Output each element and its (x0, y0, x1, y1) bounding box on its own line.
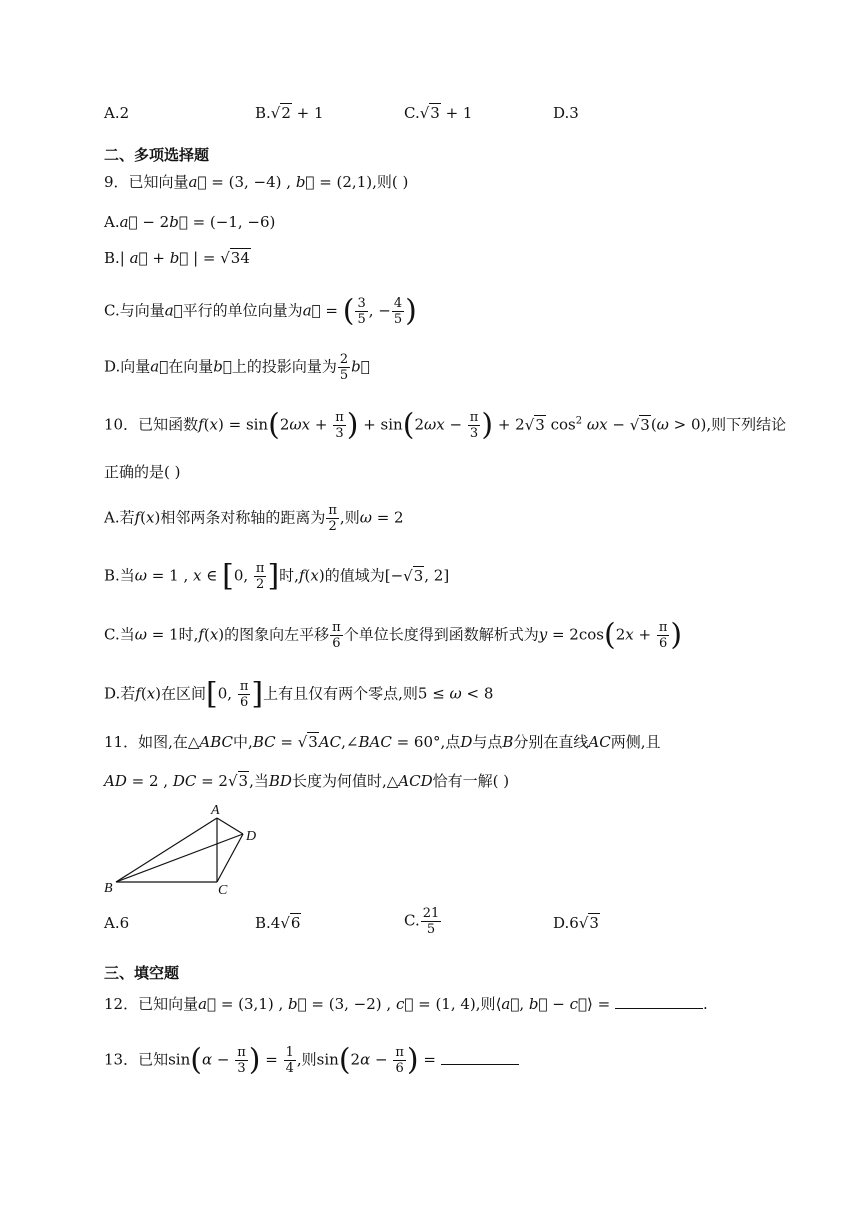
q10-stem: 10．已知函数f(x) = sin(2ωx + $\frac{\pi}{3}$ ) + sin(2ωx − $\frac{\pi}{3}$ ) + 2√3 $\cos^2 \omega x - √3(\omega > 0)$,则下列结论 (104, 407, 787, 443)
section-heading-multiple-choice: 二、多项选择题 (104, 146, 210, 164)
q8-option-b: B.√2 + 1 (255, 104, 324, 122)
q11-option-a: A.6 (104, 914, 130, 932)
figure-label-d: D (246, 829, 257, 844)
figure-label-b: B (104, 881, 113, 896)
q9-option-c: C.与向量a⃗平行的单位向量为a⃗ = ( $\frac{3}{5}$ , − $\frac{4}{5}$ ) (104, 293, 417, 329)
q11-option-b: B.4√6 (255, 914, 301, 932)
q9-option-d: D.向量a⃗在向量b⃗上的投影向量为 $\frac{2}{5}$ b⃗ (104, 352, 370, 383)
q11-triangle-figure (100, 800, 270, 900)
q9-option-b: B.| a⃗ + b⃗ | = √34 (104, 249, 250, 267)
q10-option-b: B.当ω = 1 , x ∈ [0, $\frac{\pi}{2}$ ]时,f(x)的值域为[−√3, 2] (104, 558, 450, 594)
q10-stem-line2: 正确的是( ) (104, 463, 181, 481)
q12-answer-blank[interactable] (615, 1008, 703, 1009)
q11-option-d: D.6√3 (553, 914, 599, 932)
q11-stem-line2: AD = 2 , DC = 2√3,当BD长度为何值时,△ACD恰有一解( ) (104, 772, 510, 790)
q8-option-a: A.2 (104, 104, 130, 122)
figure-label-a: A (211, 803, 220, 818)
q12-stem: 12．已知向量a⃗ = (3,1) , b⃗ = (3, −2) , c⃗ = (1, 4),则⟨a⃗, b⃗ − c⃗⟩ = . (104, 995, 708, 1013)
q13-stem: 13．已知sin(α − $\frac{\pi}{3}$ ) = $\frac{1}{4}$ ,则sin(2α − $\frac{\pi}{6}$ ) = (104, 1045, 519, 1076)
q10-option-c: C.当ω = 1时,f(x)的图象向左平移 $\frac{\pi}{6}$ 个单位长度得到函数解析式为y = 2cos(2x + $\frac{\pi}{6}$ ) (104, 617, 683, 653)
q10-option-a: A.若f(x)相邻两条对称轴的距离为 $\frac{\pi}{2}$ ,则ω = 2 (104, 503, 404, 534)
q9-stem: 9．已知向量a⃗ = (3, −4) , b⃗ = (2,1),则( ) (104, 173, 409, 191)
q8-option-d: D.3 (553, 104, 579, 122)
q13-answer-blank[interactable] (441, 1064, 519, 1065)
section-heading-fill-in: 三、填空题 (104, 964, 180, 982)
figure-label-c: C (218, 883, 228, 898)
q9-option-a: A.a⃗ − 2b⃗ = (−1, −6) (104, 213, 276, 231)
q11-stem-line1: 11．如图,在△ABC中,BC = √3AC,∠BAC = 60°,点D与点B分别在直线AC两侧,且 (104, 733, 661, 751)
q10-option-d: D.若f(x)在区间[0, $\frac{\pi}{6}$ ]上有且仅有两个零点,则5 ≤ ω < 8 (104, 676, 494, 712)
q8-option-c: C.√3 + 1 (404, 104, 473, 122)
q11-option-c: C. $\frac{21}{5}$ (404, 906, 440, 937)
